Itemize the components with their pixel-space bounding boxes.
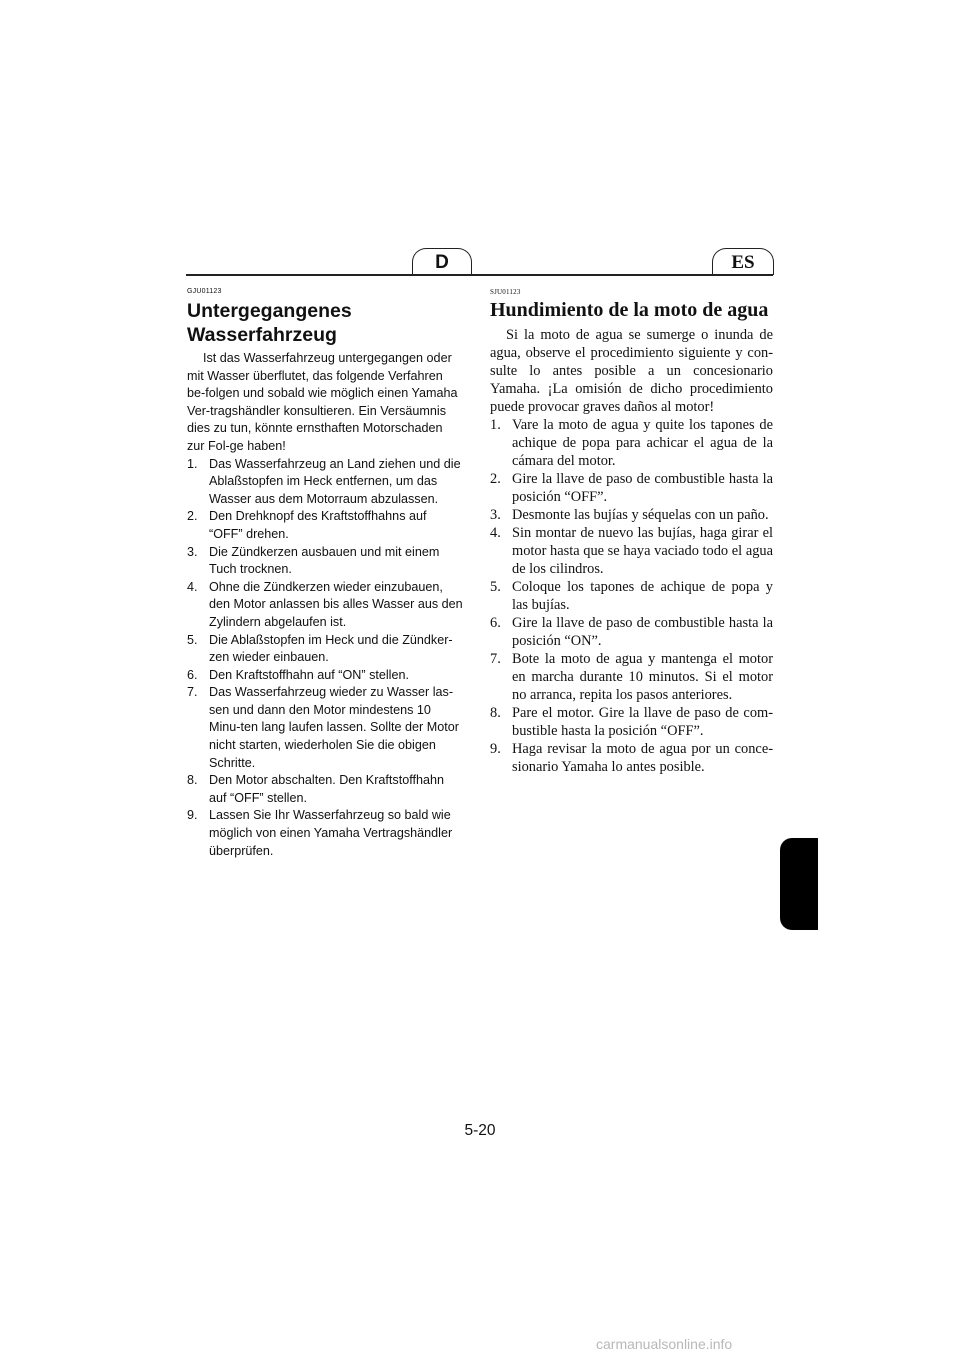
list-item <box>490 416 773 470</box>
section-code-de: GJU01123 <box>187 288 222 295</box>
step-number: 5. <box>490 579 501 595</box>
list-item <box>490 740 773 776</box>
section-title-de <box>187 299 463 347</box>
step-number: 7. <box>490 651 501 667</box>
intro-paragraph-de: Ist das Wasserfahrzeug untergegangen oder mit Wasser überflutet, das folgende Verfahren be-folgen und sobald wie möglich einen Yamaha Ver-tragshändler konsultieren. Ein Versäumnis dies zu tun, könnte ernsthaften Motorschaden zur Fol-ge haben! <box>187 351 458 453</box>
step-text: Den Kraftstoffhahn auf “ON” stellen. <box>209 667 409 682</box>
list-item <box>187 456 463 509</box>
spanish-column <box>490 287 773 776</box>
list-item <box>490 470 773 506</box>
language-tab-german: D <box>412 248 472 275</box>
step-text: Den Motor abschalten. Den Kraftstoffhahn auf “OFF” stellen. <box>209 773 444 805</box>
step-number: 1. <box>490 417 501 433</box>
list-item <box>490 578 773 614</box>
steps-list-es <box>490 416 773 776</box>
chapter-thumb-tab <box>780 838 818 930</box>
list-item <box>187 772 463 807</box>
step-text: Sin montar de nuevo las bujías, haga girar el motor hasta que se haya vaciado todo el agua de los cilindros. <box>512 525 773 577</box>
list-item <box>187 544 463 579</box>
list-item <box>187 667 463 685</box>
list-item <box>490 704 773 740</box>
step-number: 9. <box>490 741 501 757</box>
step-text: Coloque los tapones de achique de popa y las bujías. <box>512 579 773 613</box>
step-number: 6. <box>490 615 501 631</box>
step-number: 3. <box>490 507 501 523</box>
list-item <box>187 579 463 632</box>
step-text: Desmonte las bujías y séquelas con un paño. <box>512 507 769 523</box>
step-number: 1. <box>187 456 198 471</box>
steps-list-de <box>187 456 463 861</box>
intro-paragraph-es: Si la moto de agua se sumerge o inunda de agua, observe el procedimiento siguiente y con-sulte lo antes posible a un concesionario Yamaha. ¡La omisión de dicho procedimiento puede provocar graves daños al motor! <box>490 327 773 415</box>
step-number: 5. <box>187 632 198 647</box>
list-item <box>187 807 463 860</box>
list-item <box>490 650 773 704</box>
step-text: Die Zündkerzen ausbauen und mit einem Tuch trocknen. <box>209 544 440 577</box>
section-title-es: Hundimiento de la moto de agua <box>490 299 769 321</box>
language-tab-spanish: ES <box>712 248 774 275</box>
list-item <box>187 508 463 543</box>
step-number: 2. <box>187 509 198 524</box>
watermark: carmanualsonline.info <box>596 1336 733 1352</box>
step-text: Bote la moto de agua y mantenga el motor en marcha durante 10 minutos. Si el motor no arranca, repita los pasos anteriores. <box>512 651 773 703</box>
section-title-de-line1: Untergegangenes <box>187 300 352 322</box>
section-title-de-line2: Wasserfahrzeug <box>187 324 337 346</box>
section-code-es: SJU01123 <box>490 288 521 296</box>
step-number: 9. <box>187 808 198 823</box>
step-number: 4. <box>187 579 198 594</box>
step-text: Lassen Sie Ihr Wasserfahrzeug so bald wie möglich von einen Yamaha Vertragshändler überprüfen. <box>209 808 453 858</box>
step-text: Gire la llave de paso de combustible hasta la posición “OFF”. <box>512 471 773 505</box>
step-text: Ohne die Zündkerzen wieder einzubauen, den Motor anlassen bis alles Wasser aus den Zylindern abgelaufen ist. <box>209 579 463 629</box>
list-item <box>490 614 773 650</box>
list-item <box>490 506 773 524</box>
step-number: 4. <box>490 525 501 541</box>
list-item <box>187 684 463 772</box>
list-item <box>490 524 773 578</box>
german-column <box>187 287 463 860</box>
step-text: Haga revisar la moto de agua por un conce-sionario Yamaha lo antes posible. <box>512 741 773 775</box>
step-text: Pare el motor. Gire la llave de paso de com-bustible hasta la posición “OFF”. <box>512 705 773 739</box>
page-number: 5-20 <box>464 1122 496 1139</box>
step-number: 8. <box>490 705 501 721</box>
step-number: 8. <box>187 773 198 788</box>
step-text: Die Ablaßstopfen im Heck und die Zündker-zen wieder einbauen. <box>209 632 453 665</box>
header-rule <box>186 274 773 276</box>
step-text: Das Wasserfahrzeug wieder zu Wasser las-sen und dann den Motor mindestens 10 Minu-ten lang laufen lassen. Sollte der Motor nicht starten, wiederholen Sie die obigen Schritte. <box>209 685 459 770</box>
step-number: 2. <box>490 471 501 487</box>
step-text: Den Drehknopf des Kraftstoffhahns auf “OFF” drehen. <box>209 509 427 541</box>
step-number: 3. <box>187 544 198 559</box>
step-number: 7. <box>187 685 198 700</box>
step-text: Vare la moto de agua y quite los tapones de achique de popa para achicar el agua de la cámara del motor. <box>512 417 773 469</box>
step-text: Das Wasserfahrzeug an Land ziehen und die Ablaßstopfen im Heck entfernen, um das Wasser aus dem Motorraum abzulassen. <box>209 456 461 506</box>
step-number: 6. <box>187 667 198 682</box>
step-text: Gire la llave de paso de combustible hasta la posición “ON”. <box>512 615 773 649</box>
list-item <box>187 632 463 667</box>
